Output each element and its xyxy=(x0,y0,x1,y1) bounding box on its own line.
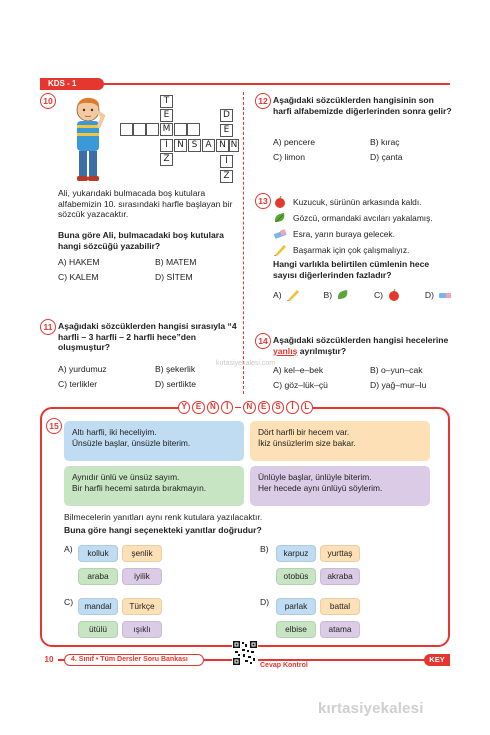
question-number-15: 15 xyxy=(46,418,62,434)
q11-option-d[interactable]: D) sertlikte xyxy=(155,379,197,389)
banner-letter: L xyxy=(301,401,313,414)
pencil-icon xyxy=(285,289,301,301)
q14-option-d[interactable]: D) yağ–mur–lu xyxy=(370,380,427,390)
q13-option-b[interactable]: B) xyxy=(323,289,351,301)
q13-sentence-text: Kuzucuk, sürünün arkasında kaldı. xyxy=(293,196,422,207)
crossword-cell: İ xyxy=(220,155,233,168)
riddle-line: Altı harfli, iki heceliyim. xyxy=(72,427,157,437)
q14-option-a[interactable]: A) kel–e–bek xyxy=(273,365,324,375)
answer-chip: mandal xyxy=(78,598,118,615)
q14-option-c[interactable]: C) göz–lük–çü xyxy=(273,380,328,390)
banner-letter: İ xyxy=(286,401,298,414)
answer-chip: battal xyxy=(320,598,360,615)
q13-option-d[interactable]: D) xyxy=(425,289,453,301)
crossword-cell: A xyxy=(202,139,215,152)
q15-option-c-label[interactable]: C) xyxy=(64,597,74,607)
q12-question: Aşağıdaki sözcüklerden hangisinin son harfi alfabemizde diğerlerinden sonra gelir? xyxy=(273,95,452,116)
question-number-14: 14 xyxy=(255,333,271,349)
answer-chip: kolluk xyxy=(78,545,118,562)
q13-sentence-text: Esra, yarın buraya gelecek. xyxy=(293,228,395,239)
crossword-empty-cell[interactable] xyxy=(120,123,133,136)
q13-answer-row xyxy=(273,289,453,301)
crossword-cell: Z xyxy=(160,153,173,166)
crossword-cell: N xyxy=(216,139,229,152)
leaf-icon xyxy=(273,212,287,224)
q13-sentence xyxy=(273,194,453,210)
crossword-empty-cell[interactable] xyxy=(133,123,146,136)
riddle-line: Aynıdır ünlü ve ünsüz sayım. xyxy=(72,472,180,482)
banner-letter: E xyxy=(192,401,204,414)
crossword-empty-cell[interactable] xyxy=(146,123,159,136)
q11-question: Aşağıdaki sözcüklerden hangisi sırasıyla “4 harfli – 3 harfli – 2 harfli hece”den oluşmuştur? xyxy=(58,321,237,353)
riddle-box-blue xyxy=(64,421,244,461)
q13-sentence-list xyxy=(273,194,453,258)
q10-question: Buna göre Ali, bulmacadaki boş kutulara hangi sözcüğü yazabilir? xyxy=(58,230,224,251)
banner-letter: S xyxy=(272,401,284,414)
riddle-box-orange xyxy=(250,421,430,461)
q10-option-b[interactable]: B) MATEM xyxy=(155,257,197,267)
pencil-icon xyxy=(273,244,287,256)
question-number-10: 10 xyxy=(40,93,56,109)
question-number-12: 12 xyxy=(255,93,271,109)
question-number-13: 13 xyxy=(255,193,271,209)
riddle-box-purple xyxy=(250,466,430,506)
riddle-line: Ünsüzle başlar, ünsüzle biterim. xyxy=(72,438,191,449)
q15-question: Buna göre hangi seçenekteki yanıtlar doğrudur? xyxy=(64,525,262,535)
answer-chip: ışıklı xyxy=(122,621,162,638)
header-rule xyxy=(104,83,450,85)
riddle-box-green xyxy=(64,466,244,506)
crossword-cell: D xyxy=(220,109,233,122)
riddle-line: Her hecede aynı ünlüyü söylerim. xyxy=(258,483,383,494)
crossword-cell: E xyxy=(160,109,173,122)
answer-chip: karpuz xyxy=(276,545,316,562)
answer-chip: iyilik xyxy=(122,568,162,585)
q14-option-b[interactable]: B) o–yun–cak xyxy=(370,365,423,375)
crossword-cell: T xyxy=(160,95,173,108)
answer-chip: araba xyxy=(78,568,118,585)
q12-option-b[interactable]: B) kıraç xyxy=(370,137,400,147)
q15-statement: Bilmecelerin yanıtları aynı renk kutulara yazılacaktır. xyxy=(64,512,263,522)
crossword-cell: E xyxy=(220,124,233,137)
page-number: 10 xyxy=(40,654,58,666)
watermark-small: kırtasiyekalesi.com xyxy=(216,360,276,367)
q12-option-a[interactable]: A) pencere xyxy=(273,137,316,147)
question-number-11: 11 xyxy=(40,319,56,335)
riddle-line: İkiz ünsüzlerim size bakar. xyxy=(258,438,356,449)
eraser-icon xyxy=(273,228,287,240)
riddle-line: Dört harfli bir hecem var. xyxy=(258,427,350,437)
q13-option-c[interactable]: C) xyxy=(374,289,402,301)
q15-option-b-label[interactable]: B) xyxy=(260,544,269,554)
q12-option-d[interactable]: D) çanta xyxy=(370,152,403,162)
banner-dash xyxy=(235,407,241,408)
q11-option-b[interactable]: B) şekerlik xyxy=(155,364,196,374)
q13-sentence-text: Gözcü, ormandaki avcıları yakalamış. xyxy=(293,212,433,223)
qr-code-icon[interactable] xyxy=(232,640,258,666)
answer-chip: otobüs xyxy=(276,568,316,585)
banner-letter: N xyxy=(243,401,255,414)
q10-option-a[interactable]: A) HAKEM xyxy=(58,257,100,267)
crossword-cell: Z xyxy=(220,170,233,183)
q13-sentence xyxy=(273,210,453,226)
answer-chip: Türkçe xyxy=(122,598,162,615)
leaf-icon xyxy=(335,289,351,301)
answer-chip: akraba xyxy=(320,568,360,585)
q13-question: Hangi varlıkla belirtilen cümlenin hece sayısı diğerlerinden fazladır? xyxy=(273,259,430,280)
watermark: kırtasiyekalesi xyxy=(318,700,424,717)
riddle-line: Bir harfli hecemi satırda bırakmayın. xyxy=(72,483,207,494)
q10-option-c[interactable]: C) KALEM xyxy=(58,272,99,282)
book-title: 4. Sınıf • Tüm Dersler Soru Bankası xyxy=(64,654,204,666)
crossword-cell: S xyxy=(188,139,201,152)
answer-chip: elbise xyxy=(276,621,316,638)
answer-chip: yurttaş xyxy=(320,545,360,562)
q15-option-d-label[interactable]: D) xyxy=(260,597,270,607)
column-divider xyxy=(243,92,244,394)
q11-option-c[interactable]: C) terlikler xyxy=(58,379,98,389)
crossword-cell: İ xyxy=(160,139,173,152)
thinking-boy-illustration xyxy=(68,96,108,186)
q10-text: Ali, yukarıdaki bulmacada boş kutulara alfabemizin 10. sırasındaki harfle başlayan bir sözcük yazacaktır. xyxy=(58,188,233,220)
qr-caption: Cevap Kontrol xyxy=(260,662,308,669)
apple-icon xyxy=(273,196,287,208)
answer-chip: şenlik xyxy=(122,545,162,562)
answer-chip: atama xyxy=(320,621,360,638)
new-generation-banner xyxy=(178,398,313,416)
banner-letter: E xyxy=(258,401,270,414)
q13-sentence-text: Başarmak için çok çalışmalıyız. xyxy=(293,244,410,255)
banner-letter: N xyxy=(207,401,219,414)
answer-chip: parlak xyxy=(276,598,316,615)
q15-option-a-label[interactable]: A) xyxy=(64,544,73,554)
answer-chip: ütülü xyxy=(78,621,118,638)
q14-question: Aşağıdaki sözcüklerden hangisi hecelerine yanlış ayrılmıştır? xyxy=(273,335,449,356)
q10-option-d[interactable]: D) SİTEM xyxy=(155,272,193,282)
q13-sentence xyxy=(273,226,453,242)
section-tag: KDS - 1 xyxy=(40,78,104,90)
banner-letter: Y xyxy=(178,401,190,414)
eraser-icon xyxy=(437,289,453,301)
apple-icon xyxy=(386,289,402,301)
riddle-line: Ünlüyle başlar, ünlüyle biterim. xyxy=(258,472,372,482)
crossword-empty-cell[interactable] xyxy=(187,123,200,136)
crossword-empty-cell[interactable] xyxy=(174,123,187,136)
crossword-cell: M xyxy=(160,123,173,136)
q13-option-a[interactable]: A) xyxy=(273,289,301,301)
banner-letter: İ xyxy=(221,401,233,414)
crossword-cell: N xyxy=(230,140,238,150)
q12-option-c[interactable]: C) limon xyxy=(273,152,305,162)
crossword-cell: N xyxy=(174,139,187,152)
q13-sentence xyxy=(273,242,453,258)
publisher-key-tag: KEY xyxy=(424,654,450,666)
q11-option-a[interactable]: A) yurdumuz xyxy=(58,364,107,374)
